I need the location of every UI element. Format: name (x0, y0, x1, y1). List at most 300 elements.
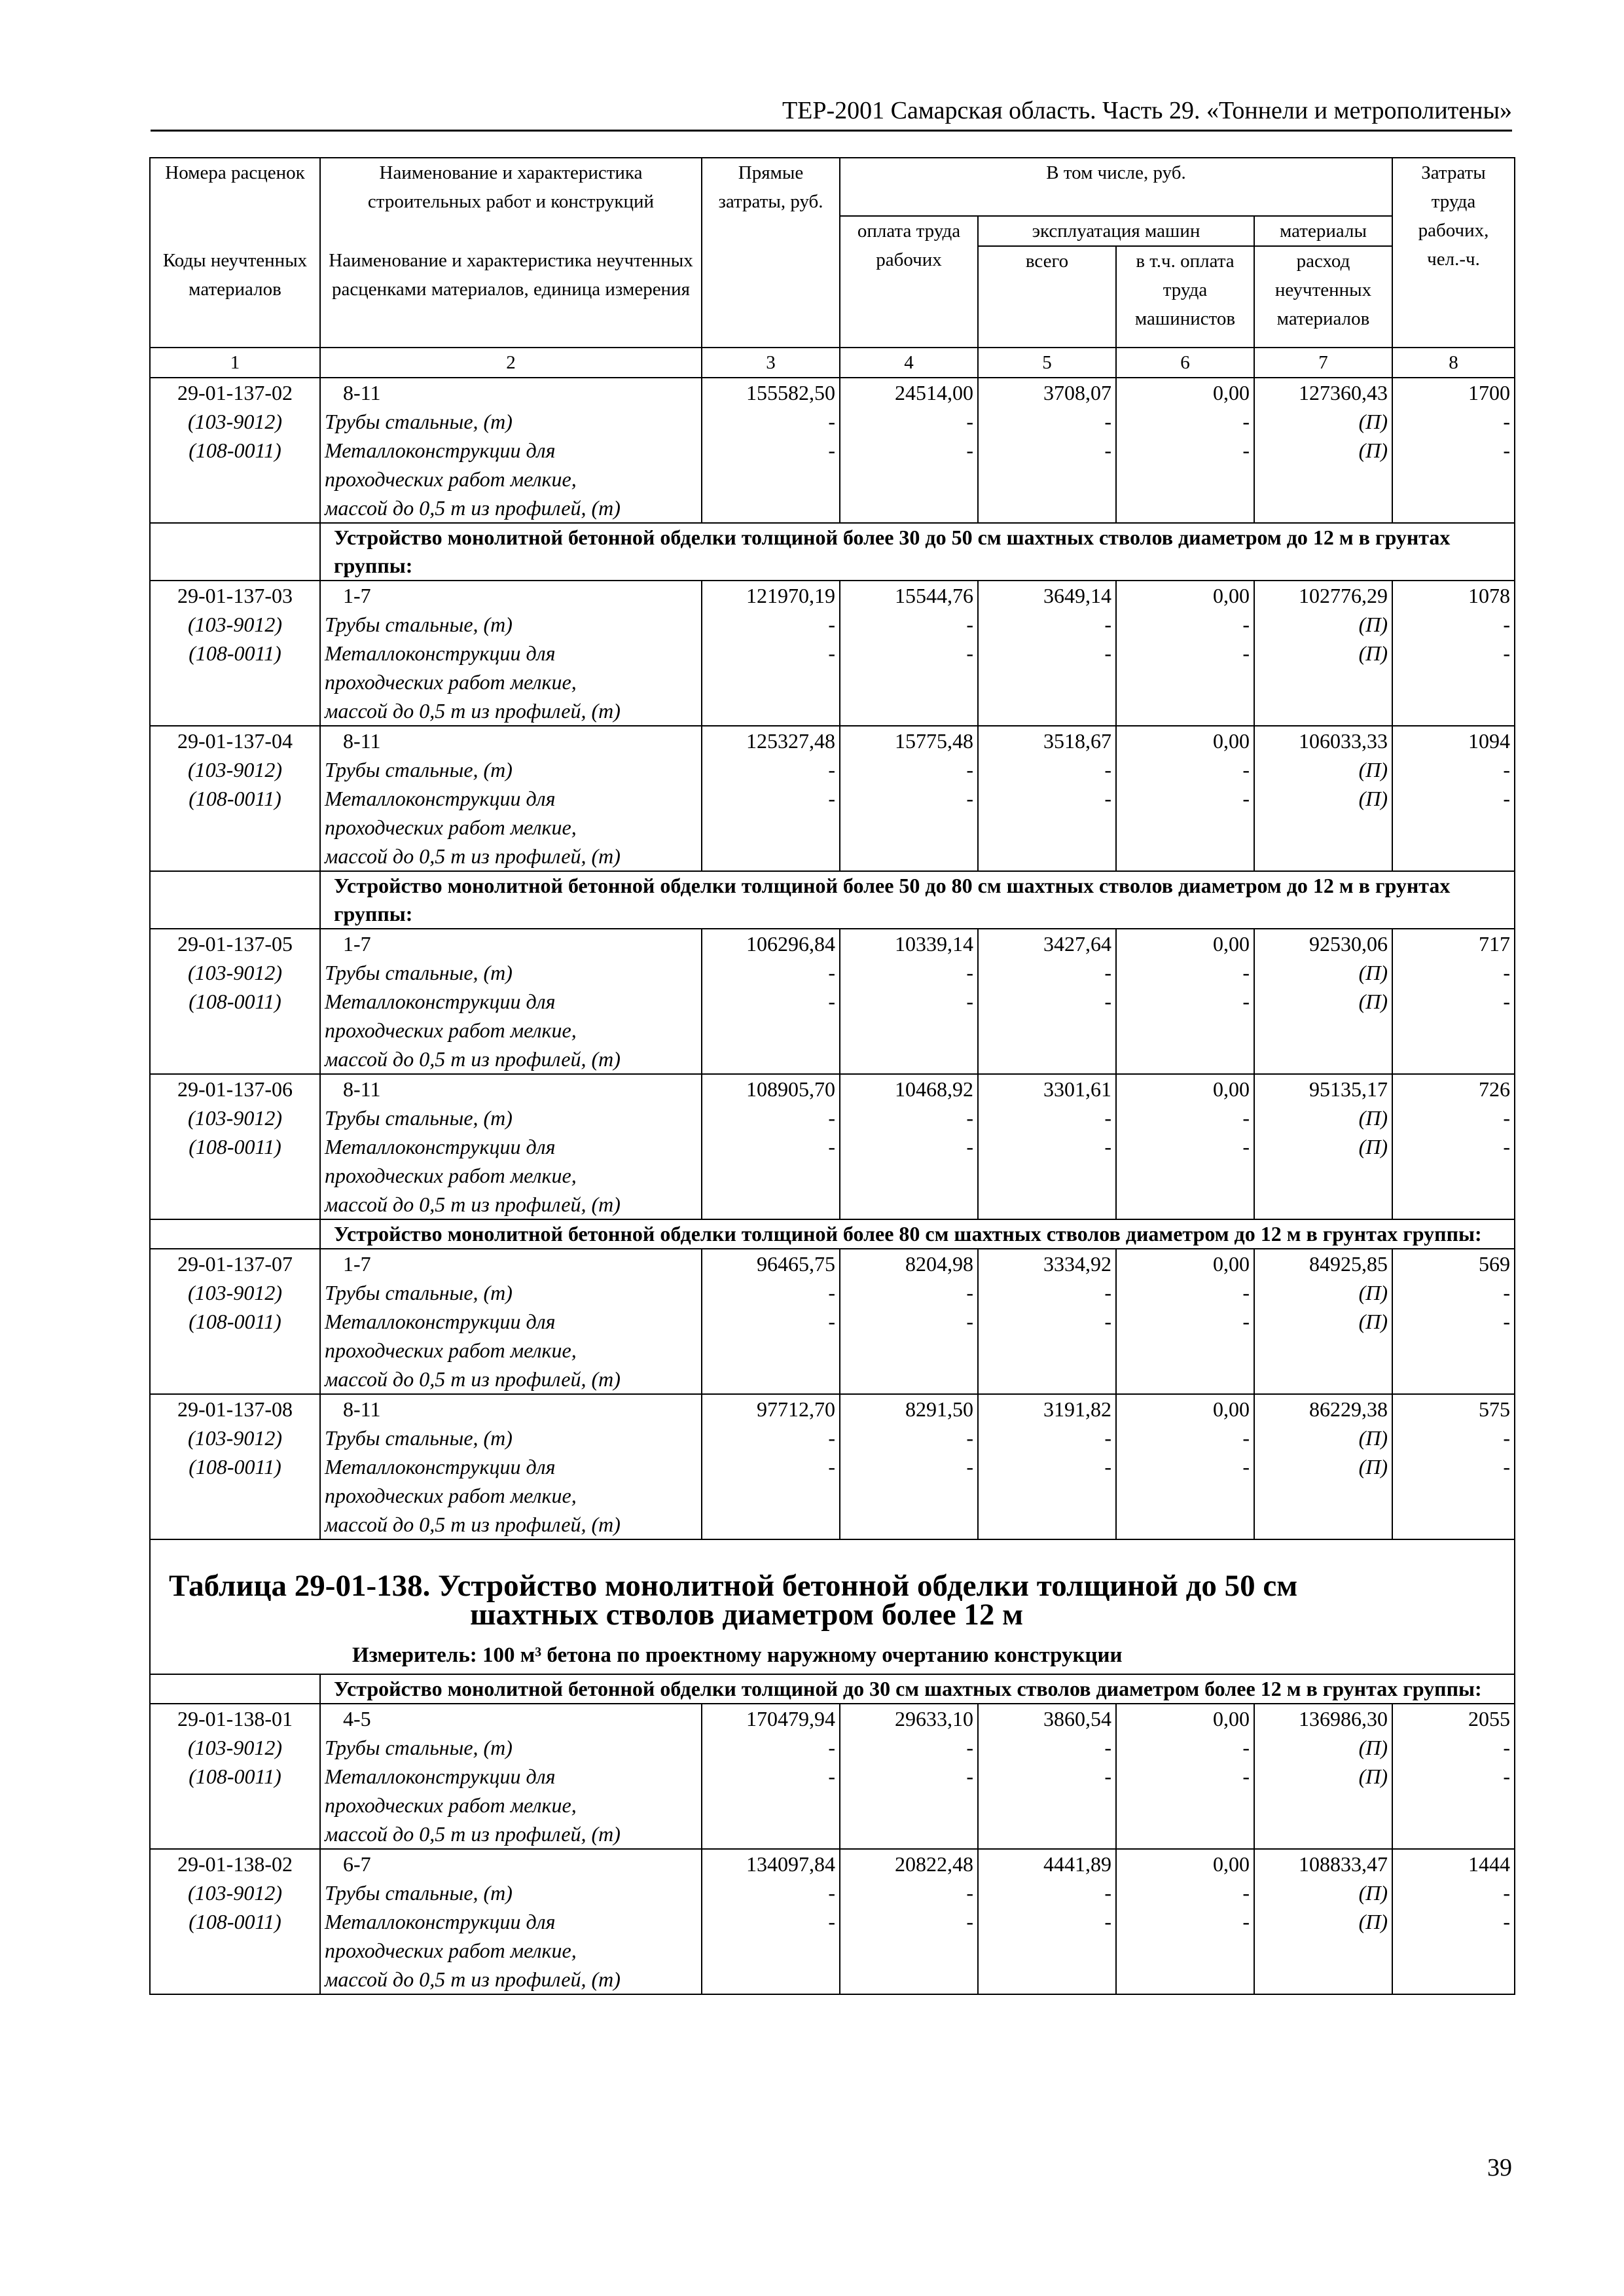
rate-code: 29-01-138-02 (177, 1852, 293, 1876)
sub-value: - (1104, 1910, 1111, 1933)
name-cell (320, 1704, 702, 1849)
value: 3191,82 (1043, 1397, 1111, 1421)
col-materials: материалы (1254, 216, 1392, 246)
value: 108905,70 (746, 1077, 835, 1101)
section-row (150, 1219, 1515, 1249)
value: 127360,43 (1299, 381, 1388, 404)
sub-value: - (966, 1310, 973, 1333)
value: 3301,61 (1043, 1077, 1111, 1101)
wages-cell (840, 1704, 978, 1849)
section-title: Устройство монолитной бетонной обделки толщиной более 30 до 50 см шахтных стволов диаметром до 12 м в грунтах группы: (320, 523, 1515, 581)
value: 726 (1479, 1077, 1510, 1101)
section-row (150, 1674, 1515, 1704)
material-code: (108-0011) (189, 990, 281, 1013)
sub-value: - (1104, 1881, 1111, 1905)
sub-value: - (1242, 961, 1250, 984)
direct-costs-cell (702, 929, 840, 1074)
value: 3708,07 (1043, 381, 1111, 404)
value: 170479,94 (746, 1707, 835, 1731)
section-title: Устройство монолитной бетонной обделки толщиной до 30 см шахтных стволов диаметром более 12 м в грунтах группы: (320, 1674, 1515, 1704)
direct-costs-cell (702, 1249, 840, 1394)
code-cell (150, 1704, 320, 1849)
sub-value: - (1503, 1881, 1510, 1905)
materials-cell (1254, 726, 1392, 871)
code-cell (150, 1394, 320, 1539)
labor-cell (1392, 929, 1515, 1074)
soil-group: 8-11 (343, 381, 381, 404)
value: 3518,67 (1043, 729, 1111, 753)
sub-value: - (1242, 1106, 1250, 1130)
value: 0,00 (1213, 932, 1250, 956)
sub-value: - (1242, 758, 1250, 781)
sub-value: (П) (1358, 439, 1388, 462)
material-code: (103-9012) (188, 410, 282, 433)
material-code: (103-9012) (188, 1736, 282, 1759)
sub-value: - (828, 1281, 835, 1304)
col-num-6: 6 (1116, 348, 1254, 378)
sub-value: - (966, 1281, 973, 1304)
material-name: массой до 0,5 т из профилей, (т) (325, 1367, 621, 1391)
sub-value: - (1242, 1310, 1250, 1333)
labor-cell (1392, 1849, 1515, 1994)
materials-cell (1254, 929, 1392, 1074)
material-code: (108-0011) (189, 1135, 281, 1158)
col-num-1: 1 (150, 348, 320, 378)
material-code: (108-0011) (189, 787, 281, 810)
material-code: (108-0011) (189, 641, 281, 665)
value: 3649,14 (1043, 584, 1111, 607)
running-header: ТЕР-2001 Самарская область. Часть 29. «Тоннели и метрополитены» (151, 92, 1512, 132)
sub-value: (П) (1358, 410, 1388, 433)
value: 24514,00 (895, 381, 973, 404)
col-num-3: 3 (702, 348, 840, 378)
materials-cell (1254, 1074, 1392, 1219)
direct-costs-cell (702, 726, 840, 871)
labor-cell (1392, 1394, 1515, 1539)
material-name: Металлоконструкции для (325, 1765, 556, 1788)
materials-cell (1254, 1249, 1392, 1394)
material-name: Трубы стальные, (т) (325, 961, 513, 984)
section-title: Устройство монолитной бетонной обделки толщиной более 80 см шахтных стволов диаметром до 12 м в грунтах группы: (320, 1219, 1515, 1249)
col-num-8: 8 (1392, 348, 1515, 378)
material-code: (108-0011) (189, 1455, 281, 1479)
rate-code: 29-01-137-05 (177, 932, 293, 956)
value: 84925,85 (1309, 1252, 1388, 1276)
sub-value: - (966, 1881, 973, 1905)
material-name: Трубы стальные, (т) (325, 613, 513, 636)
machines-cell (978, 1074, 1116, 1219)
value: 1444 (1468, 1852, 1510, 1876)
material-code: (108-0011) (189, 1910, 281, 1933)
machines-cell (978, 378, 1116, 523)
soil-group: 1-7 (343, 932, 371, 956)
wages-cell (840, 929, 978, 1074)
sub-value: - (966, 758, 973, 781)
sub-value: - (828, 758, 835, 781)
table-138-title-line2: шахтных стволов диаметром более 12 м (470, 1598, 1024, 1632)
table-row (150, 1249, 1515, 1394)
materials-cell (1254, 581, 1392, 726)
labor-cell (1392, 581, 1515, 726)
sub-value: (П) (1358, 1426, 1388, 1450)
rate-code: 29-01-137-08 (177, 1397, 293, 1421)
material-name: проходческих работ мелкие, (325, 1939, 577, 1962)
sub-value: - (828, 1455, 835, 1479)
materials-cell (1254, 1704, 1392, 1849)
value: 3427,64 (1043, 932, 1111, 956)
material-code: (103-9012) (188, 961, 282, 984)
col-codes: Коды неучтенных материалов (150, 246, 320, 348)
sub-value: - (966, 1910, 973, 1933)
sub-value: - (1242, 1281, 1250, 1304)
col-num-5: 5 (978, 348, 1116, 378)
table-row (150, 378, 1515, 523)
direct-costs-cell (702, 1704, 840, 1849)
sub-value: - (966, 1106, 973, 1130)
direct-costs-cell (702, 1074, 840, 1219)
sub-value: - (1503, 961, 1510, 984)
sub-value: - (1503, 410, 1510, 433)
name-cell (320, 1249, 702, 1394)
value: 1700 (1468, 381, 1510, 404)
value: 97712,70 (757, 1397, 835, 1421)
material-name: Металлоконструкции для (325, 1455, 556, 1479)
material-code: (108-0011) (189, 1765, 281, 1788)
sub-value: - (1104, 1736, 1111, 1759)
table-138-title-block (150, 1539, 1515, 1674)
material-name: проходческих работ мелкие, (325, 1484, 577, 1507)
value: 1078 (1468, 584, 1510, 607)
sub-value: (П) (1358, 1736, 1388, 1759)
name-cell (320, 378, 702, 523)
value: 3334,92 (1043, 1252, 1111, 1276)
section-row (150, 523, 1515, 581)
col-rate-numbers: Номера расценок (150, 158, 320, 216)
material-name: Трубы стальные, (т) (325, 1736, 513, 1759)
sub-value: - (966, 410, 973, 433)
sub-value: - (1104, 787, 1111, 810)
sub-value: - (1242, 787, 1250, 810)
code-cell (150, 581, 320, 726)
sub-value: - (1242, 1426, 1250, 1450)
code-cell (150, 726, 320, 871)
material-code: (103-9012) (188, 1281, 282, 1304)
table-138-heading (150, 1539, 1515, 1674)
table-row (150, 1704, 1515, 1849)
value: 15775,48 (895, 729, 973, 753)
table-row (150, 581, 1515, 726)
col-unaccounted-materials: расход неучтенных материалов (1254, 246, 1392, 348)
code-cell (150, 1249, 320, 1394)
sub-value: - (1503, 1426, 1510, 1450)
col-including: В том числе, руб. (840, 158, 1392, 216)
materials-cell (1254, 378, 1392, 523)
material-name: Трубы стальные, (т) (325, 410, 513, 433)
name-cell (320, 1394, 702, 1539)
sub-value: (П) (1358, 1281, 1388, 1304)
material-name: Металлоконструкции для (325, 990, 556, 1013)
sub-value: (П) (1358, 961, 1388, 984)
sub-value: - (1503, 641, 1510, 665)
soil-group: 1-7 (343, 1252, 371, 1276)
code-cell (150, 1849, 320, 1994)
sub-value: - (1503, 1106, 1510, 1130)
material-name: Металлоконструкции для (325, 439, 556, 462)
col-machines-total: всего (978, 246, 1116, 348)
sub-value: - (1242, 410, 1250, 433)
sub-value: - (828, 1736, 835, 1759)
section-title: Устройство монолитной бетонной обделки толщиной более 50 до 80 см шахтных стволов диаметром до 12 м в грунтах группы: (320, 871, 1515, 929)
sub-value: - (966, 1765, 973, 1788)
rate-code: 29-01-137-06 (177, 1077, 293, 1101)
col-operator-wages: в т.ч. оплата труда машинистов (1116, 246, 1254, 348)
sub-value: - (1104, 961, 1111, 984)
sub-value: (П) (1358, 758, 1388, 781)
sub-value: - (1242, 1881, 1250, 1905)
sub-value: - (1242, 1910, 1250, 1933)
table-row (150, 1394, 1515, 1539)
rate-code: 29-01-137-02 (177, 381, 293, 404)
material-name: массой до 0,5 т из профилей, (т) (325, 699, 621, 723)
sub-value: - (828, 439, 835, 462)
sub-value: - (966, 1135, 973, 1158)
material-code: (103-9012) (188, 1881, 282, 1905)
value: 136986,30 (1299, 1707, 1388, 1731)
section-spacer (150, 871, 320, 929)
wages-cell (840, 378, 978, 523)
operators-cell (1116, 929, 1254, 1074)
material-code: (103-9012) (188, 1106, 282, 1130)
table-body-137 (150, 378, 1515, 1539)
sub-value: - (1104, 1135, 1111, 1158)
name-cell (320, 1849, 702, 1994)
section-spacer (150, 523, 320, 581)
sub-value: - (1242, 1736, 1250, 1759)
wages-cell (840, 1074, 978, 1219)
sub-value: - (828, 990, 835, 1013)
sub-value: - (1503, 990, 1510, 1013)
labor-cell (1392, 1249, 1515, 1394)
sub-value: - (828, 1881, 835, 1905)
name-cell (320, 581, 702, 726)
table-head (150, 158, 1515, 378)
value: 102776,29 (1299, 584, 1388, 607)
operators-cell (1116, 581, 1254, 726)
value: 15544,76 (895, 584, 973, 607)
material-name: массой до 0,5 т из профилей, (т) (325, 844, 621, 868)
value: 0,00 (1213, 1252, 1250, 1276)
value: 106033,33 (1299, 729, 1388, 753)
code-cell (150, 378, 320, 523)
sub-value: - (1104, 1455, 1111, 1479)
value: 8204,98 (905, 1252, 973, 1276)
machines-cell (978, 581, 1116, 726)
value: 0,00 (1213, 1077, 1250, 1101)
machines-cell (978, 1704, 1116, 1849)
table-row (150, 1074, 1515, 1219)
sub-value: - (1242, 1455, 1250, 1479)
operators-cell (1116, 1074, 1254, 1219)
sub-value: - (966, 787, 973, 810)
sub-value: (П) (1358, 990, 1388, 1013)
sub-value: - (1503, 439, 1510, 462)
sub-value: - (1104, 439, 1111, 462)
wages-cell (840, 726, 978, 871)
value: 4441,89 (1043, 1852, 1111, 1876)
value: 108833,47 (1299, 1852, 1388, 1876)
sub-value: - (1503, 787, 1510, 810)
labor-cell (1392, 1704, 1515, 1849)
sub-value: - (828, 1910, 835, 1933)
col-labor: Затраты труда рабочих, чел.-ч. (1392, 158, 1515, 348)
col-direct-costs: Прямые затраты, руб. (702, 158, 840, 348)
material-name: проходческих работ мелкие, (325, 467, 577, 491)
measure-value: 100 м³ бетона по проектному наружному очертанию конструкции (482, 1643, 1123, 1667)
sub-value: (П) (1358, 1310, 1388, 1333)
value: 121970,19 (746, 584, 835, 607)
soil-group: 8-11 (343, 729, 381, 753)
section-spacer (150, 1219, 320, 1249)
material-name: Трубы стальные, (т) (325, 1426, 513, 1450)
material-name: массой до 0,5 т из профилей, (т) (325, 1513, 621, 1536)
col-num-7: 7 (1254, 348, 1392, 378)
measure-label: Измеритель: (352, 1643, 477, 1667)
sub-value: - (1242, 1135, 1250, 1158)
table-row (150, 726, 1515, 871)
sub-value: (П) (1358, 1765, 1388, 1788)
table-row (150, 929, 1515, 1074)
sub-value: - (828, 1426, 835, 1450)
material-name: массой до 0,5 т из профилей, (т) (325, 496, 621, 520)
material-code: (103-9012) (188, 613, 282, 636)
table-138-title-line1: Таблица 29-01-138. Устройство монолитной бетонной обделки толщиной до 50 см (169, 1569, 1298, 1603)
wages-cell (840, 581, 978, 726)
direct-costs-cell (702, 581, 840, 726)
code-cell (150, 929, 320, 1074)
value: 134097,84 (746, 1852, 835, 1876)
material-name: массой до 0,5 т из профилей, (т) (325, 1822, 621, 1846)
material-name: Трубы стальные, (т) (325, 1881, 513, 1905)
materials-cell (1254, 1394, 1392, 1539)
col-machine-operation: эксплуатация машин (978, 216, 1254, 246)
sub-value: - (1242, 641, 1250, 665)
sub-value: - (1503, 1135, 1510, 1158)
sub-value: - (828, 641, 835, 665)
operators-cell (1116, 378, 1254, 523)
col-name: Наименование и характеристика строительных работ и конструкций (320, 158, 702, 216)
sub-value: - (1104, 641, 1111, 665)
soil-group: 8-11 (343, 1077, 381, 1101)
material-name: проходческих работ мелкие, (325, 1793, 577, 1817)
direct-costs-cell (702, 1849, 840, 1994)
material-code: (108-0011) (189, 1310, 281, 1333)
material-name: массой до 0,5 т из профилей, (т) (325, 1967, 621, 1991)
materials-cell (1254, 1849, 1392, 1994)
sub-value: (П) (1358, 1881, 1388, 1905)
soil-group: 4-5 (343, 1707, 371, 1731)
value: 1094 (1468, 729, 1510, 753)
material-name: проходческих работ мелкие, (325, 1338, 577, 1362)
sub-value: - (828, 1135, 835, 1158)
sub-value: - (828, 613, 835, 636)
value: 0,00 (1213, 1707, 1250, 1731)
sub-value: - (1104, 990, 1111, 1013)
sub-value: (П) (1358, 1106, 1388, 1130)
sub-value: - (1242, 990, 1250, 1013)
operators-cell (1116, 1704, 1254, 1849)
value: 10339,14 (895, 932, 973, 956)
rate-code: 29-01-137-03 (177, 584, 293, 607)
value: 717 (1479, 932, 1510, 956)
sub-value: - (828, 1310, 835, 1333)
value: 0,00 (1213, 729, 1250, 753)
sub-value: - (828, 410, 835, 433)
machines-cell (978, 726, 1116, 871)
col-wages: оплата труда рабочих (840, 216, 978, 348)
wages-cell (840, 1394, 978, 1539)
value: 0,00 (1213, 381, 1250, 404)
sub-value: - (1503, 758, 1510, 781)
section-spacer (150, 1674, 320, 1704)
col-num-4: 4 (840, 348, 978, 378)
sub-value: - (966, 439, 973, 462)
material-name: Металлоконструкции для (325, 641, 556, 665)
sub-value: - (1104, 1281, 1111, 1304)
sub-value: - (828, 961, 835, 984)
sub-value: - (1503, 1765, 1510, 1788)
sub-value: - (966, 613, 973, 636)
sub-value: - (1242, 613, 1250, 636)
material-name: Трубы стальные, (т) (325, 1106, 513, 1130)
table-body-138 (150, 1674, 1515, 1994)
table-138-measure (169, 1641, 1514, 1670)
value: 155582,50 (746, 381, 835, 404)
sub-value: - (1503, 613, 1510, 636)
value: 95135,17 (1309, 1077, 1388, 1101)
material-code: (103-9012) (188, 1426, 282, 1450)
value: 125327,48 (746, 729, 835, 753)
value: 92530,06 (1309, 932, 1388, 956)
rate-code: 29-01-137-07 (177, 1252, 293, 1276)
material-name: Металлоконструкции для (325, 787, 556, 810)
sub-value: - (1104, 758, 1111, 781)
value: 0,00 (1213, 1852, 1250, 1876)
direct-costs-cell (702, 378, 840, 523)
soil-group: 1-7 (343, 584, 371, 607)
soil-group: 6-7 (343, 1852, 371, 1876)
material-name: Металлоконструкции для (325, 1910, 556, 1933)
value: 20822,48 (895, 1852, 973, 1876)
name-cell (320, 1074, 702, 1219)
material-name: массой до 0,5 т из профилей, (т) (325, 1047, 621, 1071)
material-name: Трубы стальные, (т) (325, 758, 513, 781)
value: 8291,50 (905, 1397, 973, 1421)
sub-value: (П) (1358, 787, 1388, 810)
material-name: массой до 0,5 т из профилей, (т) (325, 1193, 621, 1216)
value: 0,00 (1213, 1397, 1250, 1421)
name-cell (320, 929, 702, 1074)
sub-value: - (1104, 613, 1111, 636)
sub-value: - (1242, 439, 1250, 462)
sub-value: - (1104, 410, 1111, 433)
direct-costs-cell (702, 1394, 840, 1539)
sub-value: - (966, 961, 973, 984)
sub-value: - (828, 1765, 835, 1788)
sub-value: (П) (1358, 641, 1388, 665)
sub-value: - (828, 787, 835, 810)
rate-code: 29-01-138-01 (177, 1707, 293, 1731)
value: 575 (1479, 1397, 1510, 1421)
